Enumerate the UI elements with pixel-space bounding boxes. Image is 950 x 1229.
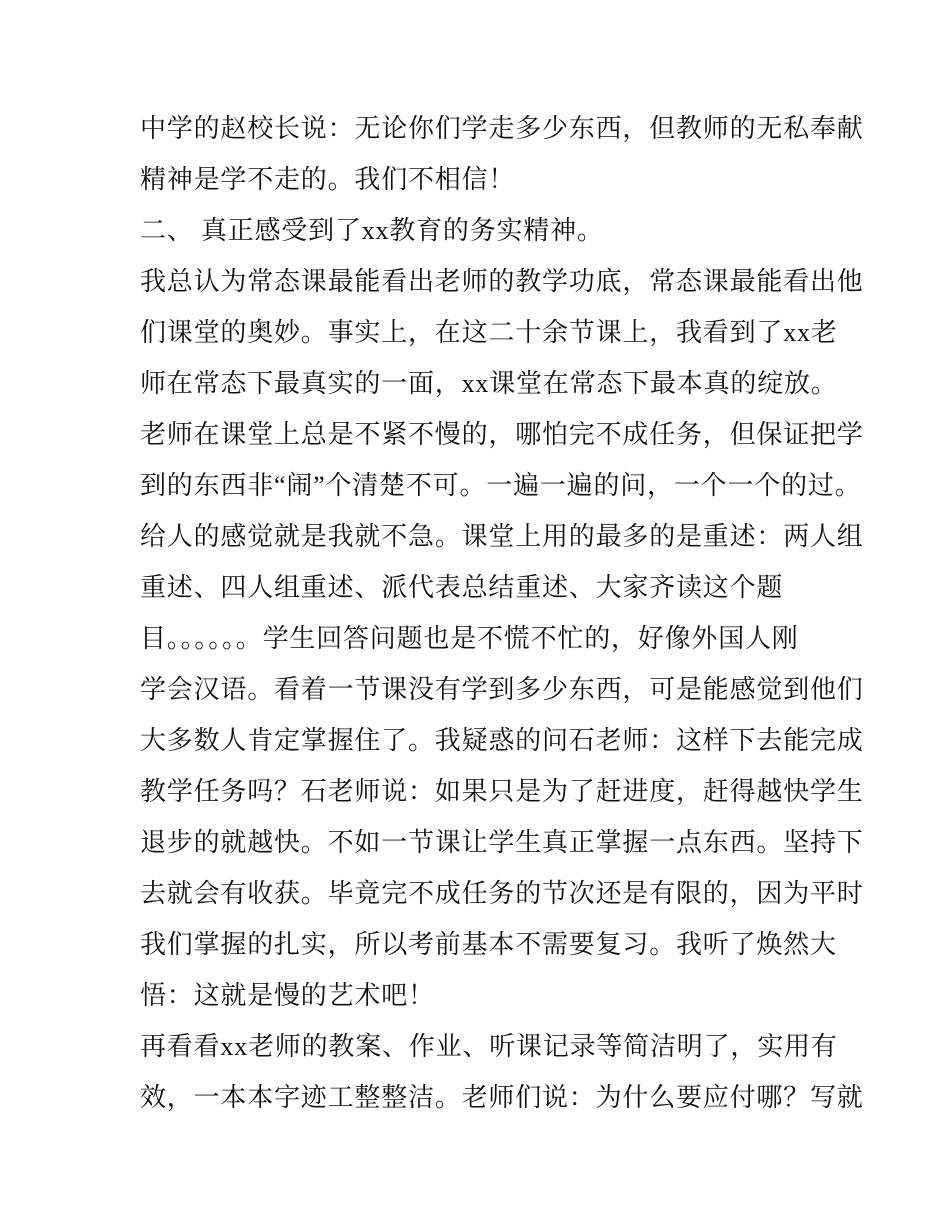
text-line: 我总认为常态课最能看出老师的教学功底，常态课最能看出他 xyxy=(140,267,864,296)
text-line: 中学的赵校长说：无论你们学走多少东西，但教师的无私奉献 xyxy=(140,114,864,143)
text-line: 效，一本本字迹工整整洁。老师们说：为什么要应付哪？写就 xyxy=(140,1083,864,1112)
text-line: 目。。。。。。学生回答问题也是不慌不忙的，好像外国人刚 xyxy=(140,624,799,653)
text-line: 大多数人肯定掌握住了。我疑惑的问石老师：这样下去能完成 xyxy=(140,726,864,755)
document-body xyxy=(140,103,864,1123)
text-line: 重述、四人组重述、派代表总结重述、大家齐读这个题 xyxy=(140,573,784,602)
text-line: 给人的感觉就是我就不急。课堂上用的最多的是重述：两人组 xyxy=(140,522,864,551)
text-line: 学会汉语。看着一节课没有学到多少东西，可是能感觉到他们 xyxy=(140,675,864,704)
text-line: 到的东西非“闹”个清楚不可。一遍一遍的问，一个一个的过。 xyxy=(140,471,862,500)
text-line: 们课堂的奥妙。事实上，在这二十余节课上，我看到了xx老 xyxy=(140,318,838,347)
text-line: 老师在课堂上总是不紧不慢的，哪怕完不成任务，但保证把学 xyxy=(140,420,864,449)
text-line: 教学任务吗？石老师说：如果只是为了赶进度，赶得越快学生 xyxy=(140,777,864,806)
section-heading: 二、 真正感受到了xx教育的务实精神。 xyxy=(140,216,604,245)
text-line: 师在常态下最真实的一面，xx课堂在常态下最本真的绽放。 xyxy=(140,369,838,398)
text-line: 再看看xx老师的教案、作业、听课记录等简洁明了，实用有 xyxy=(140,1032,838,1061)
text-line: 悟：这就是慢的艺术吧！ xyxy=(140,981,435,1010)
text-line: 退步的就越快。不如一节课让学生真正掌握一点东西。坚持下 xyxy=(140,828,864,857)
text-line: 精神是学不走的。我们不相信！ xyxy=(140,165,516,194)
text-line: 去就会有收获。毕竟完不成任务的节次还是有限的，因为平时 xyxy=(140,879,864,908)
text-line: 我们掌握的扎实，所以考前基本不需要复习。我听了焕然大 xyxy=(140,930,837,959)
